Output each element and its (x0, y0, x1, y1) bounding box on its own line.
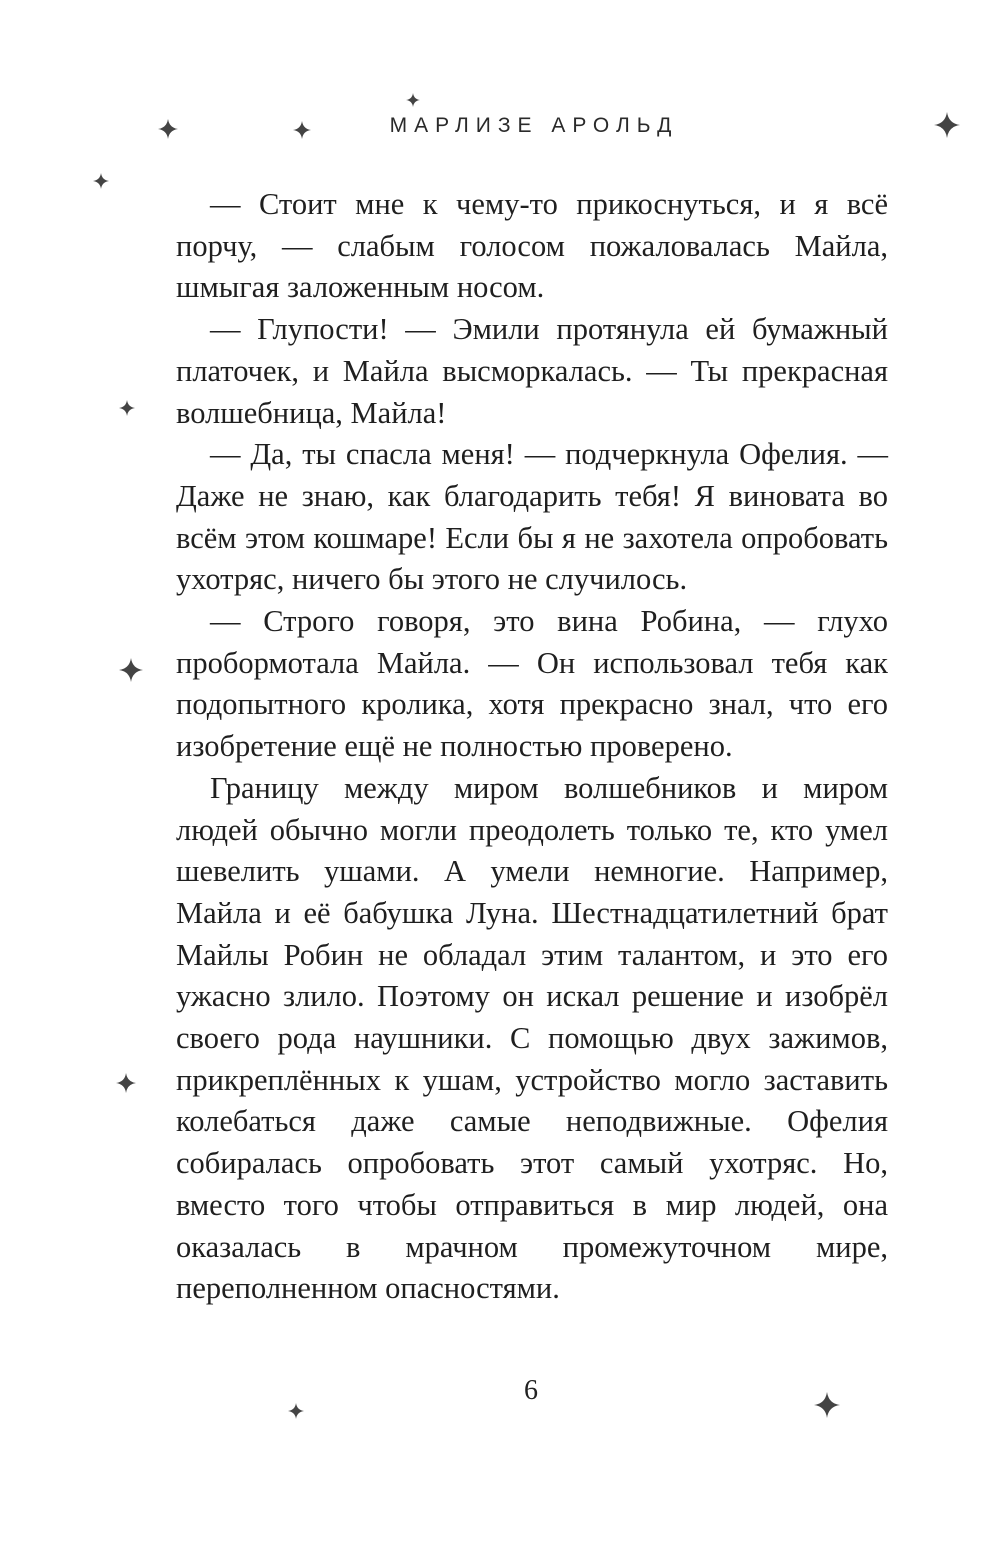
paragraph-5: Границу между миром волшебников и миром людей обычно могли преодолеть только те, кто умел шевелить ушами. А умели немногие. Например, Майла и её бабушка Луна. Шестнадцатилетний брат Майлы Робин не обладал этим талантом, и это его ужасно злило. Поэтому он искал решение и изобрёл своего рода наушники. С помощью двух зажимов, прикреплённых к ушам, устройство могло заставить колебаться даже самые неподвижные. Офелия собиралась опробовать этот самый ухотряс. Но, вместо того чтобы отправиться в мир людей, она оказалась в мрачном промежуточном мире, переполненном опасностями. (176, 770, 888, 1306)
paragraph-4: — Строго говоря, это вина Робина, — глухо пробормотала Майла. — Он использовал тебя как подопытного кролика, хотя прекрасно знал, что его изобретение ещё не полностью проверено. (176, 604, 888, 764)
running-header-author: МАРЛИЗЕ АРОЛЬД (389, 114, 679, 137)
paragraph-3: — Да, ты спасла меня! — подчеркнула Офелия. — Даже не знаю, как благодарить тебя! Я виновата во всём этом кошмаре! Если бы я не захотела опробовать ухотряс, ничего бы этого не случилось. (176, 437, 888, 597)
page-number: 6 (524, 1375, 538, 1406)
body-text (176, 184, 888, 1310)
paragraph-1: — Стоит мне к чему-то прикоснуться, и я всё порчу, — слабым голосом пожаловалась Майла, шмыгая заложенным носом. (176, 187, 888, 305)
paragraph-2: — Глупости! — Эмили протянула ей бумажный платочек, и Майла высморкалась. — Ты прекрасная волшебница, Майла! (176, 312, 888, 430)
